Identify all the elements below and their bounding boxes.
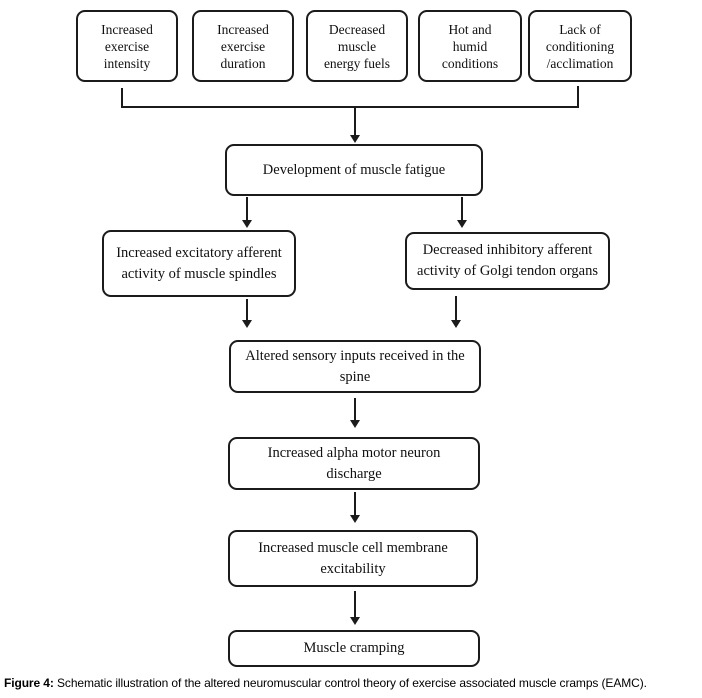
node-line: exercise	[104, 38, 150, 54]
figure-caption	[4, 676, 700, 691]
node-line: excitability	[320, 560, 386, 577]
node-increased-muscle-cell-membrane-excitability	[228, 530, 478, 587]
node-line: intensity	[103, 55, 151, 71]
node-line: Decreased	[328, 21, 386, 37]
arrow-down-icon	[461, 197, 463, 220]
node-muscle-cramping	[228, 630, 480, 667]
node-increased-exercise-intensity	[76, 10, 178, 82]
arrow-down-icon	[246, 299, 248, 320]
arrow-down-icon	[246, 197, 248, 220]
node-line: Increased alpha motor neuron	[267, 444, 441, 461]
node-hot-humid-conditions	[418, 10, 522, 82]
node-decreased-inhibitory-afferent-activity	[405, 232, 610, 290]
node-line: Increased muscle cell membrane	[258, 539, 448, 556]
node-line: Muscle cramping	[303, 640, 405, 656]
collector-line-right	[577, 86, 579, 107]
node-increased-alpha-motor-neuron-discharge	[228, 437, 480, 490]
node-line: Development of muscle fatigue	[262, 161, 446, 178]
collector-line-horizontal	[121, 106, 579, 108]
node-line: Lack of	[559, 21, 601, 37]
node-line: conditioning	[545, 38, 615, 54]
node-line: discharge	[326, 465, 382, 482]
node-line: conditions	[441, 55, 499, 71]
arrow-down-icon	[354, 591, 356, 617]
node-line: exercise	[220, 38, 266, 54]
node-line: muscle	[337, 38, 377, 54]
node-decreased-muscle-energy-fuels	[306, 10, 408, 82]
arrow-down-icon	[354, 108, 356, 135]
arrow-down-icon	[354, 492, 356, 515]
node-altered-sensory-inputs	[229, 340, 481, 393]
node-increased-excitatory-afferent-activity	[102, 230, 296, 297]
node-line: Increased excitatory afferent	[116, 244, 282, 261]
node-line: Increased	[217, 21, 269, 37]
node-lack-of-conditioning-acclimation	[528, 10, 632, 82]
node-line: Hot and	[448, 21, 492, 37]
node-line: Decreased inhibitory afferent	[422, 242, 593, 258]
collector-line-left	[121, 88, 123, 107]
arrow-down-icon	[455, 296, 457, 320]
node-line: /acclimation	[546, 55, 614, 71]
arrow-down-icon	[354, 398, 356, 420]
figure-caption-text: Schematic illustration of the altered neuromuscular control theory of exercise associated muscle cramps (EAMC).	[53, 676, 647, 690]
node-development-of-muscle-fatigue	[225, 144, 483, 196]
node-increased-exercise-duration	[192, 10, 294, 82]
node-line: spine	[339, 368, 371, 385]
figure-caption-label: Figure 4:	[4, 676, 54, 690]
node-line: Increased	[101, 21, 153, 37]
node-line: activity of muscle spindles	[121, 265, 277, 282]
node-line: duration	[220, 55, 266, 71]
node-line: Altered sensory inputs received in the	[245, 347, 465, 364]
node-line: energy fuels	[323, 55, 391, 71]
node-line: humid	[452, 38, 488, 54]
node-line: activity of Golgi tendon organs	[417, 263, 598, 279]
